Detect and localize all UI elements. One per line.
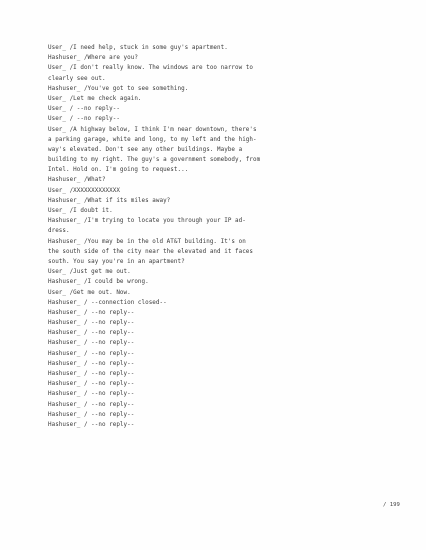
transcript-line: Hashuser_ / --no reply-- [48,381,135,388]
transcript-line: Hashuser_ / --no reply-- [48,360,135,367]
transcript-line: Hashuser_ / --no reply-- [48,320,135,327]
transcript-line: building to my right. The guy's a government somebody, from [48,157,261,164]
transcript-line: User_ / --no reply-- [48,116,120,123]
transcript-line: User_ /Just get me out. [48,269,131,276]
transcript-line: User_ /I doubt it. [48,208,113,214]
transcript-line: clearly see out. [48,75,106,82]
transcript-line: dress. [48,228,70,235]
transcript-line: User_ /I need help, stuck in some guy's apartment. [48,45,228,51]
transcript-line: south. You say you're in an apartment? [48,258,185,265]
transcript-line: Hashuser_ / --no reply-- [48,350,135,357]
transcript-line: User_ /I don't really know. The windows are too narrow to [48,65,253,72]
transcript-line: Hashuser_ / --connection closed-- [48,299,167,306]
transcript-line: User_ / --no reply-- [48,106,120,113]
transcript-line: User_ /Get me out. Now. [48,289,131,296]
transcript-line: Hashuser_ / --no reply-- [48,371,135,377]
transcript-line: Hashuser_ / --no reply-- [48,330,135,337]
transcript-line: way's elevated. Don't see any other buildings. Maybe a [48,146,243,153]
transcript-line: Hashuser_ / --no reply-- [48,421,135,428]
transcript-line: Hashuser_ /You've got to see something. [48,85,189,92]
transcript-line: Hashuser_ /You may be in the old AT&T building. It's on [48,238,246,245]
transcript-line: the south side of the city near the elevated and it faces [48,248,253,255]
page-number: / 199 [383,502,400,508]
transcript-line: Hashuser_ / --no reply-- [48,401,135,408]
transcript-line: Hashuser_ /I could be wrong. [48,279,149,286]
transcript-line: a parking garage, white and long, to my left and the high- [48,136,257,143]
transcript-line: Hashuser_ /What? [48,177,106,184]
transcript-line: Hashuser_ / --no reply-- [48,340,135,347]
transcript-line: Hashuser_ /Where are you? [48,55,138,62]
transcript-line: User_ /XXXXXXXXXXXXX [48,187,120,194]
transcript-line: Intel. Hold on. I'm going to request... [48,167,189,174]
transcript-line: User_ /A highway below, I think I'm near downtown, there's [48,126,257,133]
transcript-line: Hashuser_ / --no reply-- [48,411,135,418]
transcript-line: Hashuser_ / --no reply-- [48,391,135,398]
transcript-line: Hashuser_ /What if its miles away? [48,197,171,204]
transcript-line: Hashuser_ /I'm trying to locate you through your IP ad- [48,218,246,225]
chat-transcript [48,43,288,430]
transcript-line: Hashuser_ / --no reply-- [48,309,135,316]
transcript-line: User_ /Let me check again. [48,95,142,102]
